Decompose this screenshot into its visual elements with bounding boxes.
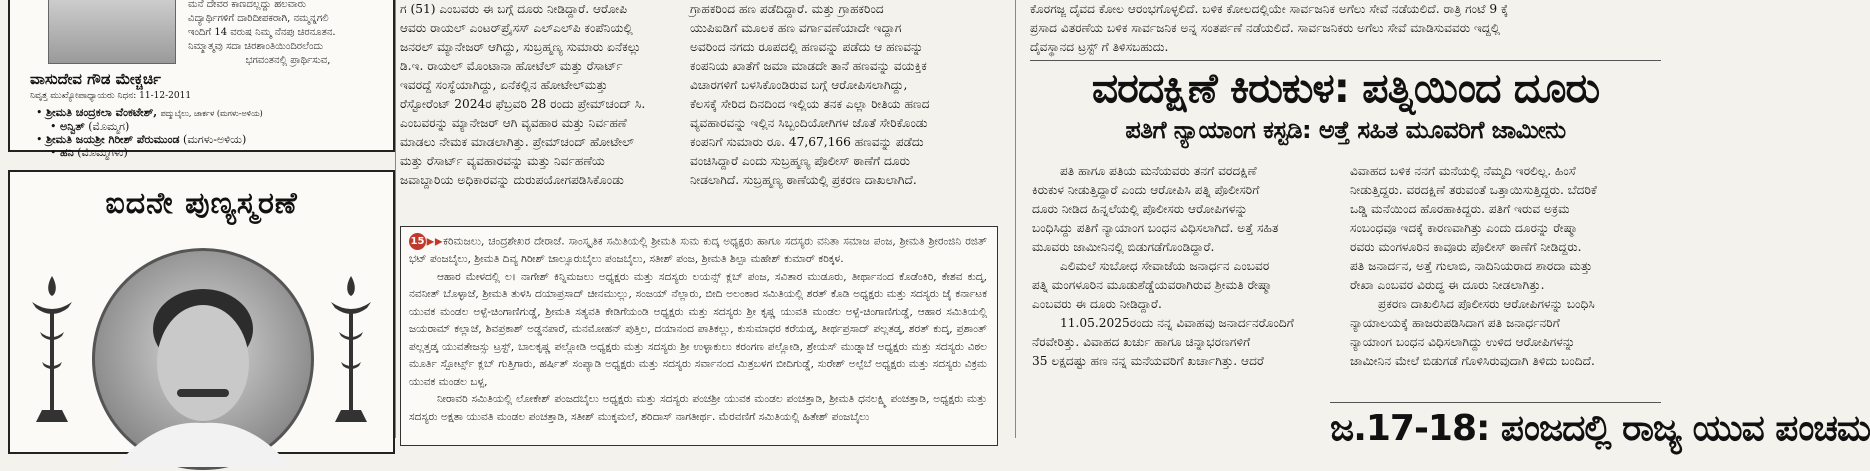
- box-text: ನೀರಾವರಿ ಸಮಿತಿಯಲ್ಲಿ ಲೋಕೇಶ್ ಪಂಜದಬೈಲು ಅಧ್ಯಕ್ಷರು ಮತ್ತು ಸದಸ್ಯರು ಪಂಚಶ್ರೀ ಯುವಕ ಮಂಡಲ ಪಂಚತ್ತಾಡಿ, ಶ್ರೀಮತಿ ಧನಲಕ್ಷ್ಮಿ ಪಂಚತ್ತಾಡಿ, ಅಧ್ಯಕ್ಷರು ಮತ್ತು ಸದಸ್ಯರು ಅಕ್ಷತಾ ಯುವತಿ ಮಂಡಲ ಪಂಚತ್ತಾಡಿ, ಸತೀಶ್ ಮುಕ್ಕಮಲೆ, ಶರಿದಾಸ್ ನಾಗತೀರ್ಥ. ಮೆರವಣಿಗೆ ಸಮಿತಿಯಲ್ಲಿ ಹಿತೇಶ್ ಪಂಜಬೈಲು: [409, 393, 987, 423]
- text-line: ರೇಖಾ ಎಂಬವರ ವಿರುದ್ಧ ಈ ದೂರು ನೀಡಲಾಗಿತ್ತು.: [1350, 278, 1545, 292]
- article-body-right: [1350, 162, 1658, 371]
- obituary-photo: [48, 0, 176, 64]
- oil-lamp-icon: [24, 272, 80, 442]
- text-line: ದೂರು ನೀಡಿದ ಹಿನ್ನಲೆಯಲ್ಲಿ ಪೊಲೀಸರು ಆರೋಪಿಗಳನ್ನು: [1032, 202, 1248, 216]
- text-line: ಕಂಪನಿಯ ಖಾತೆಗೆ ಜಮಾ ಮಾಡದೇ ತಾನೆ ಹಣವನ್ನು ವಯಕ್ತಿಕ: [690, 59, 927, 73]
- text-line: ಇವರದ್ದೆ ಸಂಸ್ಥೆಯಾಗಿದ್ದು, ಏನೆಕಲ್ಲಿನ ಹೋಟೇಲ್‌ಮತ್ತು: [400, 78, 608, 92]
- text-line: ವ್ಯವಹಾರವನ್ನು ಇಲ್ಲಿನ ಸಿಬ್ಬಂದಿಯೋಗಿಗಳ ಜೊತೆ ಸೇರಿಕೊಂಡು: [690, 116, 928, 130]
- obituary-box-first: [8, 0, 395, 159]
- obituary-remembrance-text: [188, 0, 388, 68]
- obituary-column: [0, 0, 395, 438]
- box-lead-paragraph: [409, 233, 987, 269]
- text-line: ಆವರು ರಾಯಲ್ ಎಂಟರ್‌ಪ್ರೈಸಸ್ ಎಲ್‌ಎಲ್‌ಪಿ ಕಂಪೆನಿಯಲ್ಲಿ: [400, 21, 633, 35]
- article-text-left: [400, 0, 676, 190]
- text-line: ಗ್ರಾಹಕರಿಂದ ಹಣ ಪಡೆದಿದ್ದಾರೆ. ಮತ್ತು ಗ್ರಾಹಕರಿಂದ: [690, 2, 884, 16]
- text-line: ನೆರವೇರಿತ್ತು. ವಿವಾಹದ ಖರ್ಚು ಹಾಗೂ ಚಿನ್ನಾಭರಣಗಳಿಗೆ: [1032, 335, 1251, 349]
- family-member: • ಅನ್ವಿತ್ (ಮೊಮ್ಮಗ): [50, 120, 130, 133]
- text-line: ರವರು ಮಂಗಳೂರಿನ ಕಾವೂರು ಪೊಲೀಸ್ ಠಾಣೆಗೆ ನೀಡಿದ್ದರು.: [1350, 240, 1582, 254]
- text-line: ನ್ಯಾಯಾಂಗ ಬಂಧನ ವಿಧಿಸಲಾಗಿದ್ದು ಉಳಿದ ಆರೋಪಿಗಳನ್ನು: [1350, 335, 1576, 349]
- text-line: ಎಂಬವರನ್ನು ಮ್ಯಾನೇಜರ್ ಆಗಿ ವ್ಯವಹಾರ ಮತ್ತು ನಿರ್ವಹಣೆ: [400, 116, 627, 130]
- text-line: ಎಂಬವರು ಈ ದೂರು ನೀಡಿದ್ದಾರೆ.: [1032, 297, 1162, 311]
- text-line: ಬಂಧಿಸಿದ್ದು ಪತಿಗೆ ನ್ಯಾಯಾಂಗ ಬಂಧನ ವಿಧಿಸಲಾಗಿದೆ. ಅತ್ತೆ ಸಹಿತ: [1032, 221, 1279, 235]
- article-subheadline: ಪತಿಗೆ ನ್ಯಾಯಾಂಗ ಕಸ್ಟಡಿ: ಅತ್ತೆ ಸಹಿತ ಮೂವರಿಗೆ ಜಾಮೀನು: [1125, 116, 1566, 144]
- text-line: ದೈವಸ್ಥಾನದ ಟ್ರಸ್ಟ್ ಗೆ ತಿಳಿಸಬಹುದು.: [1030, 40, 1169, 54]
- text-line: ಕಿರುಕುಳ ನೀಡುತ್ತಿದ್ದಾರೆ ಎಂದು ಆರೋಪಿಸಿ ಪತ್ನಿ ಪೊಲೀಸರಿಗೆ: [1032, 183, 1260, 197]
- text-line: ಜನರಲ್ ಮ್ಯಾನೇಜರ್ ಆಗಿದ್ದು, ಸುಬ್ರಹ್ಮಣ್ಯ ಸುಮಾರು ಏನೆಕಲ್ಲು: [400, 40, 641, 54]
- news-column-right: [1030, 0, 1870, 449]
- continue-arrows-icon: ▶▶: [426, 236, 444, 248]
- text-line: ಕಂಪನಿಗೆ ಸುಮಾರು ರೂ. 47,67,166 ಹಣವನ್ನು ಪಡೆದು: [690, 135, 924, 149]
- text-line: ಕೊರಗಜ್ಜ ದೈವದ ಕೋಲ ಆರಂಭಗೊಳ್ಳಲಿದೆ. ಬಳಿಕ ಕೋಲದಲ್ಲಿಯೇ ಸಾರ್ವಜನಿಕ ಅಗೆಲು ಸೇವೆ ನಡೆಯಲಿದೆ. ರಾತ್ರಿ ಗಂಟೆ 9 ಕ್ಕೆ: [1030, 2, 1509, 16]
- news-column-middle: [398, 0, 1003, 438]
- article-headline: ವರದಕ್ಷಿಣೆ ಕಿರುಕುಳ: ಪತ್ನಿಯಿಂದ ದೂರು: [1091, 64, 1600, 112]
- box-paragraph: [409, 391, 987, 426]
- article-text-top: [1030, 0, 1658, 57]
- obituary-name: ವಾಸುದೇವ ಗೌಡ ಮೇಕ್ಚರ್ಚಿ: [30, 70, 161, 88]
- box-lead-text: ಕರಿಮಜಲು, ಚಂದ್ರಶೇಖರ ದೇರಾಜೆ. ಸಾಂಸ್ಕೃತಿಕ ಸಮಿತಿಯಲ್ಲಿ ಶ್ರೀಮತಿ ಸುಮ ಕುದ್ಕ ಅಧ್ಯಕ್ಷರು ಹಾಗೂ ಸದಸ್ಯರು ವನಿತಾ ಸಮಾಜ ಪಂಜ, ಶ್ರೀಮತಿ ಶ್ರೀರಂಜಿನಿ ರಜಿತ್ ಭಟ್ ಪಂಜಬೈಲು, ಶ್ರೀಮತಿ ದಿವ್ಯ ಗಿರೀಶ್ ಜಾಲ್ಸೂರುಬೈಲು ಪಂಜಬೈಲು, ಸತೀಶ್ ಪಂಜ, ಶ್ರೀಮತಿ ಶಿಲ್ಪಾ ಮಹೇಶ್ ಕುಮಾರ್ ಕರಿಕ್ಕಳ.: [409, 235, 987, 265]
- text-line: ನ್ಯಾಯಾಲಯಕ್ಕೆ ಹಾಜರುಪಡಿಸಿದಾಗ ಪತಿ ಜನಾರ್ಧನರಿಗೆ: [1350, 316, 1560, 330]
- column-divider: [395, 0, 396, 438]
- text-line: ಜವಾಬ್ದಾರಿಯ ಅಧಿಕಾರವನ್ನು ದುರುಪಯೋಗಪಡಿಸಿಕೊಂಡು: [400, 173, 624, 187]
- text-line: ನಿಮ್ಮಾತ್ಮವು ಸದಾ ಚಿರಶಾಂತಿಯಿಂದಿರಲೆಂದು: [188, 41, 324, 52]
- text-line: ರೆಸ್ಟೋರೆಂಟ್ 2024ರ ಫೆಬ್ರವರಿ 28 ರಂದು ಪ್ರೇಮ್‌ಚಂದ್ ಸಿ.: [400, 97, 646, 111]
- text-line: ಪ್ರಕರಣ ದಾಖಲಿಸಿದ ಪೊಲೀಸರು ಆರೋಪಿಗಳನ್ನು ಬಂಧಿಸಿ: [1378, 297, 1595, 311]
- family-member: • ಶ್ರೀಮತಿ ಜಯಶ್ರೀ ಗಿರೀಶ್ ಪೆರುಮುಂಡ (ಮಗಳು-ಅಳಿಯ): [36, 133, 247, 146]
- box-paragraph: [409, 269, 987, 392]
- text-line: ಕೆಲಸಕ್ಕೆ ಸೇರಿದ ದಿನದಿಂದ ಇಲ್ಲಿಯ ತನಕ ಎಲ್ಲಾ ರೀತಿಯ ಹಣದ: [690, 97, 930, 111]
- text-line: ಭಗವಂತನಲ್ಲಿ ಪ್ರಾರ್ಥಿಸುವ,: [245, 55, 331, 66]
- text-line: ಇಂದಿಗೆ 14 ವರುಷ ನಿಮ್ಮ ನೆನಪು ಚಿರನೂತನ.: [188, 27, 336, 38]
- article-body-left: [1032, 162, 1334, 371]
- box-text: ಆಹಾರ ಮೇಳದಲ್ಲಿ ಲ। ನಾಗೇಶ್ ಕಿನ್ನಿಮಜಲು ಅಧ್ಯಕ್ಷರು ಮತ್ತು ಸದಸ್ಯರು ಲಯನ್ಸ್ ಕ್ಲಬ್ ಪಂಜ, ಸವಿತಾರ ಮುಡೂರು, ತೀರ್ಥಾನಂದ ಕೊಡೆಂಕಿರಿ, ಕೇಶವ ಕುದ್ಕ, ನವನೀತ್ ಬೊಳ್ಳಾಜೆ, ಶ್ರೀಮತಿ ತುಳಸಿ ದಯಾಪ್ರಸಾದ್ ಚೀನಮುಲ್ಲು, ಸಂಜಯ್ ನೆಲ್ಲಾರು, ಬೀದಿ ಅಲಂಕಾರ ಸಮಿತಿಯಲ್ಲಿ ಶರತ್ ಕೊಡಿ ಅಧ್ಯಕ್ಷರು ಮತ್ತು ಸದಸ್ಯರು ಜೈ ಕರ್ನಾಟಕ ಯುವಕ ಮಂಡಲ ಅಳ್ಪೆ-ಚಿಂಗಾಣಿಗುಡ್ಡೆ, ಶ್ರೀಮತಿ ಸತ್ಯವತಿ ಕೇಡಿಗೆಯಂಡಿ ಅಧ್ಯಕ್ಷರು ಮತ್ತು ಸದಸ್ಯರು ಶ್ರೀ ಕೃಷ್ಣ ಯುವತಿ ಮಂಡಲ ಅಳ್ಪೆ-ಚಿಂಗಾಣಿಗುಡ್ಡೆ, ಆಹಾರ ಸಮಿತಿಯಲ್ಲಿ ಜಯರಾಮ್ ಕಲ್ಲಾಜೆ, ಶಿವಪ್ರಕಾಶ್ ಅಡ್ಡನಪಾರೆ, ಮನಮೋಹನ್ ಪುತ್ತಿಲ, ದಯಾನಂದ ಪಾತಿಕಲ್ಲು, ಕುಸುಮಾಧರ ಕರೆಯಡ್ಕ, ತೀರ್ಥಪ್ರಸಾದ್ ಪಲ್ಲತಡ್ಕ, ಶರತ್ ಕುದ್ಕ, ಪ್ರಶಾಂತ್ ಪಲ್ಲತ್ತಡ್ಕ ಯುವತೇಜಸ್ಸು ಟ್ರಸ್ಟ್, ಬಾಲಕೃಷ್ಣ ಪಲ್ಲೋಡಿ ಅಧ್ಯಕ್ಷರು ಮತ್ತು ಸದಸ್ಯರು ಶ್ರೀ ಉಳ್ಳಾಕುಲು ಕರಂಗಣ ಪಲ್ಲೋಡಿ, ಶ್ರೇಯಸ್ ಮುಡ್ನಾಜೆ ಅಧ್ಯಕ್ಷರು ಮತ್ತು ಸದಸ್ಯರು ವಿಠಲ ಮೂರ್ತಿ ಸ್ಪೋರ್ಟ್ಸ್ ಕ್ಲಬ್ ಗುತ್ತಿಗಾರು, ಹರ್ಷಿತ್ ಸಂಪ್ಯಾಡಿ ಅಧ್ಯಕ್ಷರು ಮತ್ತು ಸದಸ್ಯರು ಸರ್ವಾನಂದ ಮಿತ್ರಬಳಗ ಬೀದಿಗುಡ್ಡೆ, ಸುರೇಶ್ ಅಲ್ಪೆಬೆ ಅಧ್ಯಕ್ಷರು ಮತ್ತು ಸದಸ್ಯರು ವಿಕ್ರಮ ಯುವಕ ಮಂಡಲ ಬಳ್ಪ,: [409, 270, 987, 388]
- portrait-photo: [92, 248, 314, 470]
- article-text-right: [690, 0, 998, 190]
- text-line: ಒಡ್ಡಿ ಮನೆಯಿಂದ ಹೊರಹಾಕಿದ್ದರು. ಪತಿಗೆ ಇರುವ ಅಕ್ರಮ: [1350, 202, 1570, 216]
- text-line: ವಿವಾಹದ ಬಳಿಕ ನನಗೆ ಮನೆಯಲ್ಲಿ ನೆಮ್ಮದಿ ಇರಲಿಲ್ಲ. ಹಿಂಸೆ: [1350, 164, 1576, 178]
- text-line: ಮತ್ತು ರೆಸಾರ್ಟ್ ವ್ಯವಹಾರವನ್ನು ಮತ್ತು ನಿರ್ವಹಣೆಯ: [400, 154, 605, 168]
- text-line: ಜಾಮೀನಿನ ಮೇಲೆ ಬಿಡುಗಡೆ ಗೊಳಿಸಿರುವುದಾಗಿ ತಿಳಿದು ಬಂದಿದೆ.: [1350, 354, 1595, 368]
- text-line: 11.05.2025ರಂದು ನನ್ನ ವಿವಾಹವು ಜನಾರ್ದನರೊಂದಿಗೆ: [1060, 316, 1294, 330]
- portrait-figure: [95, 251, 311, 467]
- text-line: ಮೂವರು ಜಾಮೀನಿನಲ್ಲಿ ಬಿಡುಗಡೆಗೊಂಡಿದ್ದಾರೆ.: [1032, 240, 1215, 254]
- text-line: ಯುಪಿಐಡಿಗೆ ಮೂಲಕ ಹಣ ವರ್ಗಾವಣೆಯಾದೇ ಇದ್ದಾಗ: [690, 21, 902, 35]
- text-line: ಮಾಡಲು ನೇಮಕ ಮಾಡಲಾಗಿತ್ತು. ಪ್ರೇಮ್‌ಚಂದ್ ಹೋಟೇಲ್: [400, 135, 635, 149]
- text-line: ಎಲಿಮಲೆ ಸುಬೋಧ ಸೇವಾಜೆಯ ಜನಾರ್ಧನ ಎಂಬವರ: [1060, 259, 1270, 273]
- family-list: [36, 106, 376, 159]
- punyasmarane-heading: ಐದನೇ ಪುಣ್ಯಸ್ಮರಣೆ: [105, 186, 298, 221]
- text-line: ವಿದ್ಯಾರ್ಥಿಗಳಿಗೆ ದಾರಿದೀಪಕರಾಗಿ, ನಮ್ಮನ್ನಗಲಿ: [188, 13, 329, 24]
- text-line: ಅವರಿಂದ ನಗದು ರೂಪದಲ್ಲಿ ಹಣವನ್ನು ಪಡೆದು ಆ ಹಣವನ್ನು: [690, 40, 924, 54]
- family-member: • ಶ್ರೀಮತಿ ಚಂದ್ರಕಲಾ ವೆಂಕಟೇಶ್, ಪದ್ಮುಬೈಲು, ಜಾರ್ಕಳ (ಮಗಳು-ಅಳಿಯ): [36, 106, 263, 119]
- oil-lamp-icon: [323, 272, 379, 442]
- text-line: ನೀಡುತ್ತಿದ್ದರು. ವರದಕ್ಷಿಣೆ ತರುವಂತೆ ಒತ್ತಾಯಿಸುತ್ತಿದ್ದರು. ಬೆದರಿಕೆ: [1350, 183, 1597, 197]
- obituary-subtitle: ನಿವೃತ್ತ ಮುಖ್ಯೋಪಾಧ್ಯಾಯರು ನಿಧನ: 11-12-2011: [30, 91, 192, 101]
- page-number-badge: 15: [409, 233, 426, 250]
- text-line: 35 ಲಕ್ಷದಷ್ಟು ಹಣ ನನ್ನ ಮನೆಯವರಿಗೆ ಖರ್ಚಾಗಿತ್ತು. ಆದರೆ: [1032, 354, 1264, 368]
- family-member: • ಹನಿ (ಮೊಮ್ಮಗಳು): [50, 146, 128, 159]
- text-line: ಪತಿ ಹಾಗೂ ಪತಿಯ ಮನೆಯವರು ತನಗೆ ವರದಕ್ಷಿಣೆ: [1060, 164, 1257, 178]
- text-line: ಪತಿ ಜನಾರ್ದನ, ಅತ್ತೆ ಗುಲಾಬಿ, ನಾದಿನಿಯರಾದ ಶಾರದಾ ಮತ್ತು: [1350, 259, 1593, 273]
- text-line: ವಂಚಿಸಿದ್ದಾರೆ ಎಂದು ಸುಬ್ರಹ್ಮಣ್ಯ ಪೊಲೀಸ್ ಠಾಣೆಗೆ ದೂರು: [690, 154, 910, 168]
- section-divider: [1030, 60, 1661, 61]
- continued-story-box: [400, 226, 998, 446]
- obituary-box-second: [8, 170, 395, 454]
- text-line: ಗ (51) ಎಂಬವರು ಈ ಬಗ್ಗೆ ದೂರು ನೀಡಿದ್ದಾರೆ. ಆರೋಪಿ: [400, 2, 628, 16]
- column-divider: [1015, 0, 1016, 438]
- text-line: ಸಂಬಂಧವೂ ಇದಕ್ಕೆ ಕಾರಣವಾಗಿತ್ತು ಎಂದು ದೂರನ್ನು ರೇಷ್ಮಾ: [1350, 221, 1578, 235]
- section-divider: [1330, 402, 1661, 403]
- text-line: ಪ್ರಸಾದ ವಿತರಣೆಯ ಬಳಿಕ ಸಾರ್ವಜನಿಕ ಅನ್ನ ಸಂತರ್ಪಣೆ ನಡೆಯಲಿದೆ. ಸಾರ್ವಜನಿಕರು ಅಗೆಲು ಸೇವೆ ಮಾಡಿಸುವವರು ಇದ್ದಲ್ಲಿ: [1030, 21, 1501, 35]
- text-line: ಪತ್ನಿ ಮಂಗಳೂರಿನ ಮೂಡುಶೆಡ್ಡೆಯವರಾಗಿರುವ ಶ್ರೀಮತಿ ರೇಷ್ಮಾ: [1032, 278, 1273, 292]
- text-line: ನೀಡಲಾಗಿದೆ. ಸುಬ್ರಹ್ಮಣ್ಯ ಠಾಣೆಯಲ್ಲಿ ಪ್ರಕರಣ ದಾಖಲಾಗಿದೆ.: [690, 173, 917, 187]
- text-line: ವಿಚಾರಗಳಿಗೆ ಬಳಸಿಕೊಂಡಿರುವ ಬಗ್ಗೆ ಆರೋಪಿಸಲಾಗಿದ್ದು,: [690, 78, 908, 92]
- text-line: ಡಿ.ಇ. ರಾಯಲ್ ಮೊಂಟಾನಾ ಹೋಟೆಲ್ ಮತ್ತು ರೆಸಾರ್ಟ್: [400, 59, 623, 73]
- text-line: ಮನೆ ದೇವರ ಕಾಣದಲ್ಲದ್ದು ಹಲವಾರು: [188, 0, 307, 10]
- next-article-headline: ಜ.17-18: ಪಂಜದಲ್ಲಿ ರಾಜ್ಯ ಯುವ ಪಂಚಮ: [1330, 408, 1870, 449]
